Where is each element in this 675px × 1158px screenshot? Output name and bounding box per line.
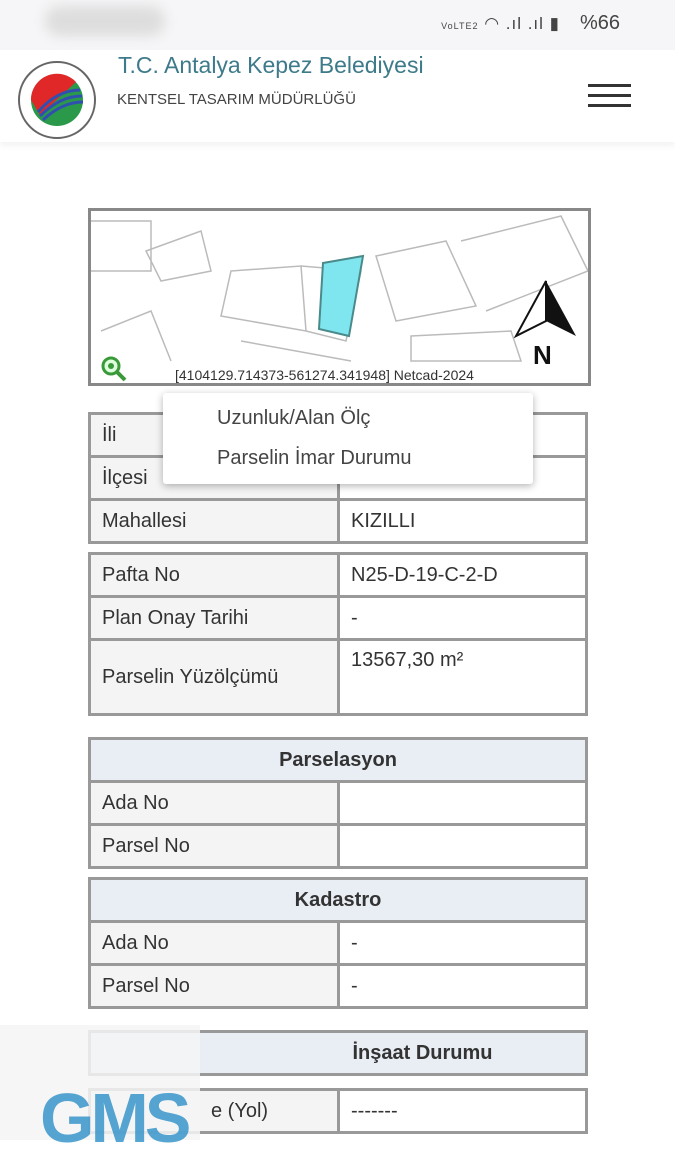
row-value: - bbox=[339, 597, 587, 640]
row-label: Mahallesi bbox=[90, 500, 339, 543]
zoom-icon[interactable] bbox=[99, 354, 127, 382]
gms-watermark-logo: GMS bbox=[40, 1079, 188, 1157]
status-bar bbox=[0, 0, 675, 50]
table-row bbox=[90, 640, 587, 715]
signal-icons: VoLTE2 ◠ .ıl .ıl ▮ bbox=[441, 14, 560, 33]
context-menu bbox=[163, 393, 533, 484]
site-subtitle: KENTSEL TASARIM MÜDÜRLÜĞÜ bbox=[117, 91, 356, 108]
site-title: T.C. Antalya Kepez Belediyesi bbox=[118, 52, 424, 78]
row-value: - bbox=[339, 965, 587, 1008]
row-value: N25-D-19-C-2-D bbox=[339, 554, 587, 597]
table-header: İnşaat Durumu bbox=[90, 1032, 587, 1075]
row-label: Ada No bbox=[90, 782, 339, 825]
table-row bbox=[90, 554, 587, 597]
row-label: Parsel No bbox=[90, 825, 339, 868]
row-label: Plan Onay Tarihi bbox=[90, 597, 339, 640]
menu-item-zoning-status[interactable]: Parselin İmar Durumu bbox=[217, 447, 412, 469]
site-header bbox=[0, 50, 675, 142]
row-label: Parselin Yüzölçümü bbox=[90, 640, 339, 715]
parselasyon-table bbox=[88, 737, 588, 869]
hamburger-menu-button[interactable] bbox=[588, 84, 631, 108]
row-label: Parsel No bbox=[90, 965, 339, 1008]
table-header: Kadastro bbox=[90, 879, 587, 922]
table-row bbox=[90, 597, 587, 640]
row-label: e (Yol) bbox=[90, 1090, 339, 1133]
plan-table bbox=[88, 552, 588, 716]
selected-parcel bbox=[319, 256, 363, 336]
svg-text:N: N bbox=[533, 340, 552, 366]
row-value: - bbox=[339, 922, 587, 965]
parcel-map[interactable] bbox=[88, 208, 591, 386]
row-label: Pafta No bbox=[90, 554, 339, 597]
row-value: ------- bbox=[339, 1090, 587, 1133]
table-row bbox=[90, 782, 587, 825]
row-label: İlçesi bbox=[90, 457, 339, 500]
row-label: İli bbox=[90, 414, 339, 457]
menu-item-measure[interactable]: Uzunluk/Alan Ölç bbox=[217, 407, 371, 429]
kepez-logo[interactable] bbox=[10, 60, 105, 140]
row-value: KIZILLI bbox=[339, 500, 587, 543]
row-label: Ada No bbox=[90, 922, 339, 965]
table-row bbox=[90, 825, 587, 868]
table-header: Parselasyon bbox=[90, 739, 587, 782]
blurred-time bbox=[45, 6, 165, 36]
table-row bbox=[90, 922, 587, 965]
table-row bbox=[90, 500, 587, 543]
row-value bbox=[339, 782, 587, 825]
battery-percent: %66 bbox=[579, 12, 620, 34]
north-arrow-icon bbox=[511, 276, 581, 366]
table-row bbox=[90, 965, 587, 1008]
kadastro-table bbox=[88, 877, 588, 1009]
map-coordinates: [4104129.714373-561274.341948] Netcad-2024 bbox=[175, 367, 474, 383]
row-value: 13567,30 m² bbox=[339, 640, 587, 715]
row-value bbox=[339, 825, 587, 868]
